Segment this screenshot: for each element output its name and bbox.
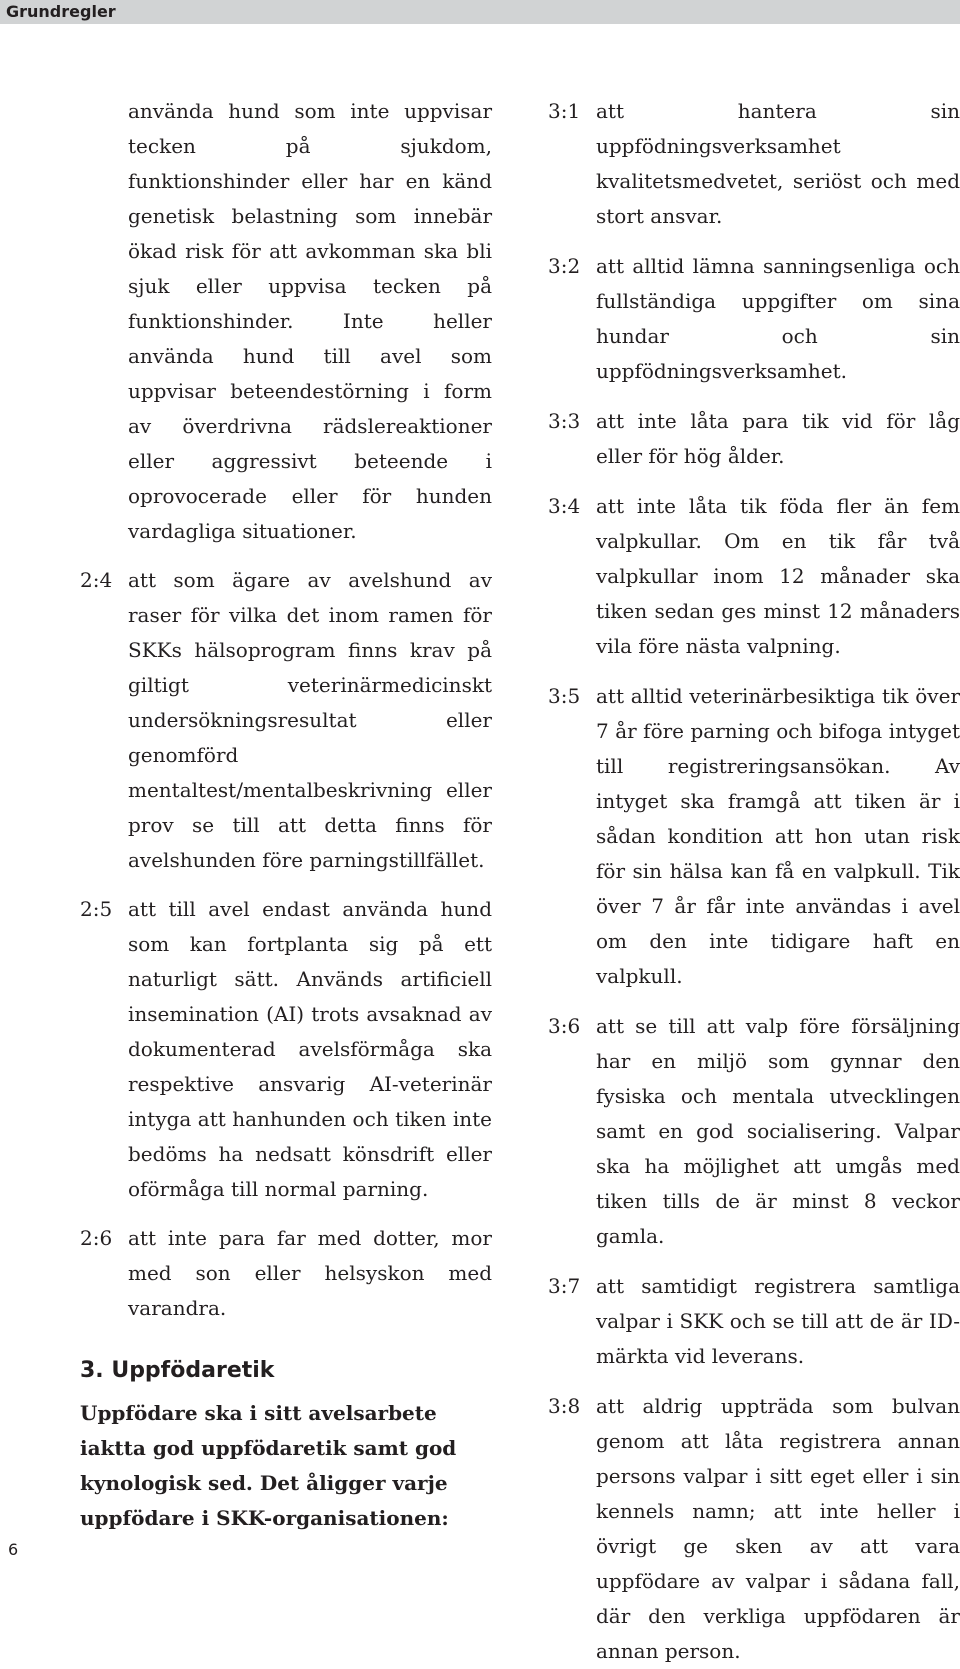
rule-number: 2:5	[80, 897, 113, 921]
rule-text: att se till att valp före försäljning har en miljö som gynnar den fysiska och mentala utvecklingen samt en god socialisering. Valpar ska ha möjlighet att umgås med tiken tills de är minst 8 veckor gamla.	[596, 1014, 960, 1248]
rule-text: att alltid lämna sanningsenliga och fullständiga uppgifter om sina hundar och sin uppfödningsverksamhet.	[596, 254, 960, 383]
rule-text: att till avel endast använda hund som kan fortplanta sig på ett naturligt sätt. Används artificiell insemination (AI) trots avsaknad av dokumenterad avelsförmåga ska respektive ansvarig AI-veterinär intyga att hanhunden och tiken inte bedöms ha nedsatt könsdrift eller oförmåga till normal parning.	[128, 897, 492, 1201]
rule-text: att samtidigt registrera samtliga valpar i SKK och se till att de är ID-märkta vid leverans.	[596, 1274, 960, 1368]
rule-number: 2:6	[80, 1226, 113, 1250]
rule-text: att hantera sin uppfödningsverksamhet kvalitetsmedvetet, seriöst och med stort ansvar.	[596, 99, 960, 228]
rule-text: att inte låta tik föda fler än fem valpkullar. Om en tik får två valpkullar inom 12 månader ska tiken sedan ges minst 12 månaders vila före nästa valpning.	[596, 494, 960, 658]
rule-continuation: använda hund som inte uppvisar tecken på sjukdom, funktionshinder eller har en känd genetisk belastning som innebär ökad risk för att avkomman ska bli sjuk eller uppvisa tecken på funktionshinder. Inte heller använda hund till avel som uppvisar beteendestörning i form av överdrivna rädslereaktioner eller aggressivt beteende i oprovocerade eller för hunden vardagliga situationer.	[128, 99, 492, 543]
section-heading: 3. Uppfödaretik	[80, 1358, 275, 1383]
rule-text: att inte låta para tik vid för låg eller för hög ålder.	[596, 409, 960, 468]
rule-number: 3:6	[548, 1014, 581, 1038]
header-title: Grundregler	[6, 2, 116, 21]
page-number: 6	[8, 1540, 19, 1559]
left-column	[80, 94, 492, 1536]
rule-2-5	[80, 892, 492, 1207]
rule-3-4	[548, 489, 960, 664]
rule-text: att som ägare av avelshund av raser för vilka det inom ramen för SKKs hälsoprogram finns krav på giltigt veterinärmedicinskt undersökningsresultat eller genomförd mentaltest/mentalbeskrivning eller prov se till att detta finns för avelshunden före parningstillfället.	[128, 568, 492, 872]
rule-number: 3:2	[548, 254, 581, 278]
rule-number: 3:7	[548, 1274, 581, 1298]
rule-number: 3:4	[548, 494, 581, 518]
rule-3-3	[548, 404, 960, 474]
rule-3-8	[548, 1389, 960, 1669]
rule-text: att inte para far med dotter, mor med son eller helsyskon med varandra.	[128, 1226, 492, 1320]
rule-3-1	[548, 94, 960, 234]
rule-number: 3:8	[548, 1394, 581, 1418]
rule-number: 3:1	[548, 99, 581, 123]
rule-text: att alltid veterinärbesiktiga tik över 7 år före parning och bifoga intyget till registreringsansökan. Av intyget ska framgå att tiken är i sådan kondition att hon utan risk för sin hälsa kan få en valpkull. Tik över 7 år får inte användas i avel om den inte tidigare haft en valpkull.	[596, 684, 960, 988]
section-lead: Uppfödare ska i sitt avelsarbete iaktta god uppfödaretik samt god kynologisk sed. Det åligger varje uppfödare i SKK-organisationen:	[80, 1401, 457, 1530]
rule-2-6	[80, 1221, 492, 1326]
rule-2-4	[80, 563, 492, 878]
rule-3-7	[548, 1269, 960, 1374]
rule-number: 3:5	[548, 684, 581, 708]
rule-3-6	[548, 1009, 960, 1254]
rule-number: 3:3	[548, 409, 581, 433]
rule-number: 2:4	[80, 568, 113, 592]
page-header	[0, 0, 960, 24]
rule-3-2	[548, 249, 960, 389]
rule-text: att aldrig uppträda som bulvan genom att låta registrera annan persons valpar i sitt eget eller i sin kennels namn; att inte heller i övrigt ge sken av att vara uppfödare av valpar i sådana fall, där den verkliga uppfödaren är annan person.	[596, 1394, 960, 1663]
right-column	[548, 94, 960, 1669]
rule-3-5	[548, 679, 960, 994]
